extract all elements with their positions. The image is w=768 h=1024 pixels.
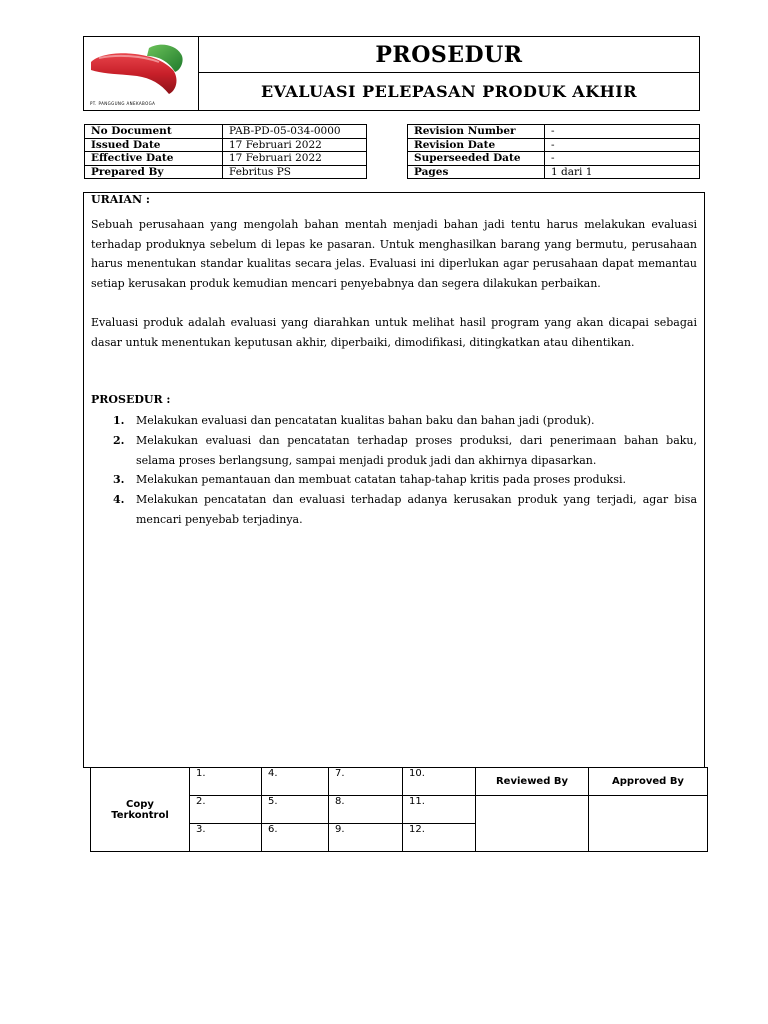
approved-by-signature [589, 796, 708, 852]
copy-number-cell: 3. [190, 824, 262, 852]
info-label: No Document [85, 125, 223, 139]
copy-number-cell: 1. [190, 768, 262, 796]
prosedur-list [91, 411, 697, 530]
info-label: Revision Date [408, 138, 545, 152]
copy-control-table [90, 767, 708, 852]
copy-number-cell: 12. [403, 824, 476, 852]
info-value: Febritus PS [223, 165, 367, 179]
info-value: - [545, 138, 700, 152]
info-row [408, 138, 700, 152]
document-info-table-right [407, 124, 700, 179]
copy-number-cell: 11. [403, 796, 476, 824]
uraian-paragraph-1: Sebuah perusahaan yang mengolah bahan mentah menjadi bahan jadi tentu harus melakukan evaluasi terhadap produknya sebelum di lepas ke pasaran. Untuk menghasilkan barang yang bermutu, perusahaan harus menentukan standar kualitas secara jelas. Evaluasi ini diperlukan agar perusahaan dapat memantau setiap kerusakan produk kemudian mencari penyebabnya dan segera dilakukan perbaikan. [91, 218, 697, 290]
info-value: 17 Februari 2022 [223, 138, 367, 152]
copy-number-cell: 6. [262, 824, 329, 852]
list-item-number: 1. [113, 414, 125, 427]
info-label: Issued Date [85, 138, 223, 152]
reviewed-by-header: Reviewed By [476, 768, 589, 796]
info-row [85, 138, 367, 152]
info-value: PAB-PD-05-034-0000 [223, 125, 367, 139]
copy-number-cell: 4. [262, 768, 329, 796]
uraian-paragraph-2: Evaluasi produk adalah evaluasi yang diarahkan untuk melihat hasil program yang akan dicapai sebagai dasar untuk menentukan keputusan akhir, diperbaiki, dimodifikasi, ditingkatkan atau dihentikan. [91, 316, 697, 349]
company-logo [84, 37, 199, 110]
copy-number-cell: 10. [403, 768, 476, 796]
info-value: 17 Februari 2022 [223, 152, 367, 166]
prosedur-heading: PROSEDUR : [91, 393, 171, 406]
list-item [91, 431, 697, 471]
info-label: Pages [408, 165, 545, 179]
info-row [85, 165, 367, 179]
list-item-number: 4. [113, 493, 125, 507]
copy-number-cell: 9. [329, 824, 403, 852]
copy-label: Copy [126, 798, 154, 810]
info-value: - [545, 125, 700, 139]
document-info-table-left [84, 124, 367, 179]
uraian-heading: URAIAN : [91, 193, 150, 206]
info-label: Effective Date [85, 152, 223, 166]
copy-number-cell: 8. [329, 796, 403, 824]
list-item-number: 3. [113, 473, 125, 487]
info-row [408, 125, 700, 139]
document-title: PROSEDUR [199, 37, 699, 73]
copy-terkontrol-cell [91, 768, 190, 852]
terkontrol-label: Terkontrol [111, 809, 169, 821]
list-item-text: Melakukan evaluasi dan pencatatan terhadap proses produksi, dari penerimaan bahan baku, selama proses berlangsung, sampai menjadi produk jadi dan akhirnya dipasarkan. [136, 433, 697, 467]
copy-number-cell: 2. [190, 796, 262, 824]
info-value: 1 dari 1 [545, 165, 700, 179]
info-label: Prepared By [85, 165, 223, 179]
list-item-text: Melakukan pencatatan dan evaluasi terhadap adanya kerusakan produk yang terjadi, agar bisa mencari penyebab terjadinya. [136, 493, 697, 526]
list-item [91, 411, 697, 431]
list-item [91, 490, 697, 530]
info-row [85, 125, 367, 139]
logo-caption: PT. PANGGUNG ANEKABOGA [90, 101, 156, 106]
document-subtitle: EVALUASI PELEPASAN PRODUK AKHIR [260, 82, 638, 101]
list-item-text: Melakukan evaluasi dan pencatatan kualitas bahan baku dan bahan jadi (produk). [136, 414, 595, 427]
info-row [408, 165, 700, 179]
info-label: Revision Number [408, 125, 545, 139]
info-value: - [545, 152, 700, 166]
list-item-text: Melakukan pemantauan dan membuat catatan tahap-tahap kritis pada proses produksi. [136, 473, 626, 487]
reviewed-by-signature [476, 796, 589, 852]
list-item [91, 470, 697, 490]
chili-logo-icon [89, 40, 189, 102]
content-box [83, 192, 705, 768]
info-row [85, 152, 367, 166]
list-item-number: 2. [113, 433, 125, 447]
info-row [408, 152, 700, 166]
document-header [83, 36, 700, 111]
approved-by-header: Approved By [589, 768, 708, 796]
copy-number-cell: 7. [329, 768, 403, 796]
copy-number-cell: 5. [262, 796, 329, 824]
info-label: Superseeded Date [408, 152, 545, 166]
